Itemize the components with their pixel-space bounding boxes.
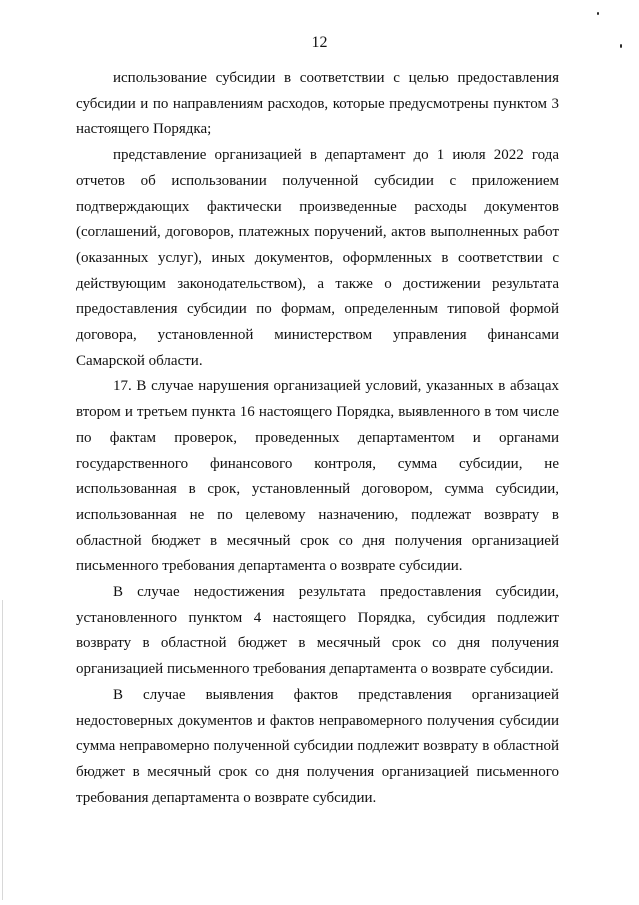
- text-line: втором и третьем пункта 16 настоящего Порядка, выявленного в том числе: [76, 404, 559, 421]
- text-line: В случае выявления фактов представления организацией: [113, 686, 559, 703]
- text-line: настоящего Порядка;: [76, 121, 212, 138]
- text-line: В случае недостижения результата предоставления субсидии,: [113, 584, 559, 601]
- text-line: возврату в областной бюджет в месячный срок со дня получения: [76, 635, 559, 652]
- text-line: предоставления субсидии по формам, определенным типовой формой: [76, 301, 559, 318]
- text-line: действующим законодательством), а также о достижении результата: [76, 275, 559, 292]
- text-line: требования департамента о возврате субсидии.: [76, 789, 377, 806]
- text-line: организацией письменного требования департамента о возврате субсидии.: [76, 661, 554, 678]
- paragraph-false-documents: [76, 683, 559, 812]
- text-line: 17. В случае нарушения организацией условий, указанных в абзацах: [113, 378, 559, 395]
- text-line: договора, установленной министерством управления финансами: [76, 327, 559, 344]
- scan-speck: [597, 12, 599, 15]
- text-line: письменного требования департамента о возврате субсидии.: [76, 558, 463, 575]
- paragraph-item-17: [76, 374, 559, 580]
- text-line: использование субсидии в соответствии с целью предоставления: [113, 70, 559, 86]
- text-line: областной бюджет в месячный срок со дня получения организацией: [76, 532, 559, 549]
- document-body: [76, 66, 559, 811]
- paragraph-reporting: [76, 143, 559, 374]
- text-line: представление организацией в департамент до 1 июля 2022 года: [113, 147, 559, 164]
- text-line: по фактам проверок, проведенных департаментом и органами: [76, 429, 559, 446]
- text-line: использованная не по целевому назначению, подлежат возврату в: [76, 506, 559, 523]
- page-number: 12: [311, 34, 328, 51]
- text-line: (соглашений, договоров, платежных поручений, актов выполненных работ: [76, 224, 559, 241]
- text-line: недостоверных документов и фактов неправомерного получения субсидии: [76, 712, 559, 729]
- paragraph-subsidy-use: [76, 66, 559, 143]
- text-line: (оказанных услуг), иных документов, оформленных в соответствии с: [76, 249, 559, 266]
- scan-edge-shadow: [2, 600, 3, 900]
- text-line: субсидии и по направлениям расходов, которые предусмотрены пунктом 3: [76, 95, 559, 112]
- text-line: бюджет в месячный срок со дня получения организацией письменного: [76, 763, 559, 780]
- text-line: отчетов об использовании полученной субсидии с приложением: [76, 172, 559, 189]
- text-line: подтверждающих фактически произведенные расходы документов: [76, 198, 559, 215]
- text-line: использованная в срок, установленный договором, сумма субсидии,: [76, 481, 559, 498]
- text-line: государственного финансового контроля, сумма субсидии, не: [76, 455, 559, 472]
- text-line: сумма неправомерно полученной субсидии подлежит возврату в областной: [76, 738, 559, 755]
- text-line: установленного пунктом 4 настоящего Порядка, субсидия подлежит: [76, 609, 559, 626]
- text-line: Самарской области.: [76, 352, 203, 369]
- paragraph-result-not-achieved: [76, 580, 559, 683]
